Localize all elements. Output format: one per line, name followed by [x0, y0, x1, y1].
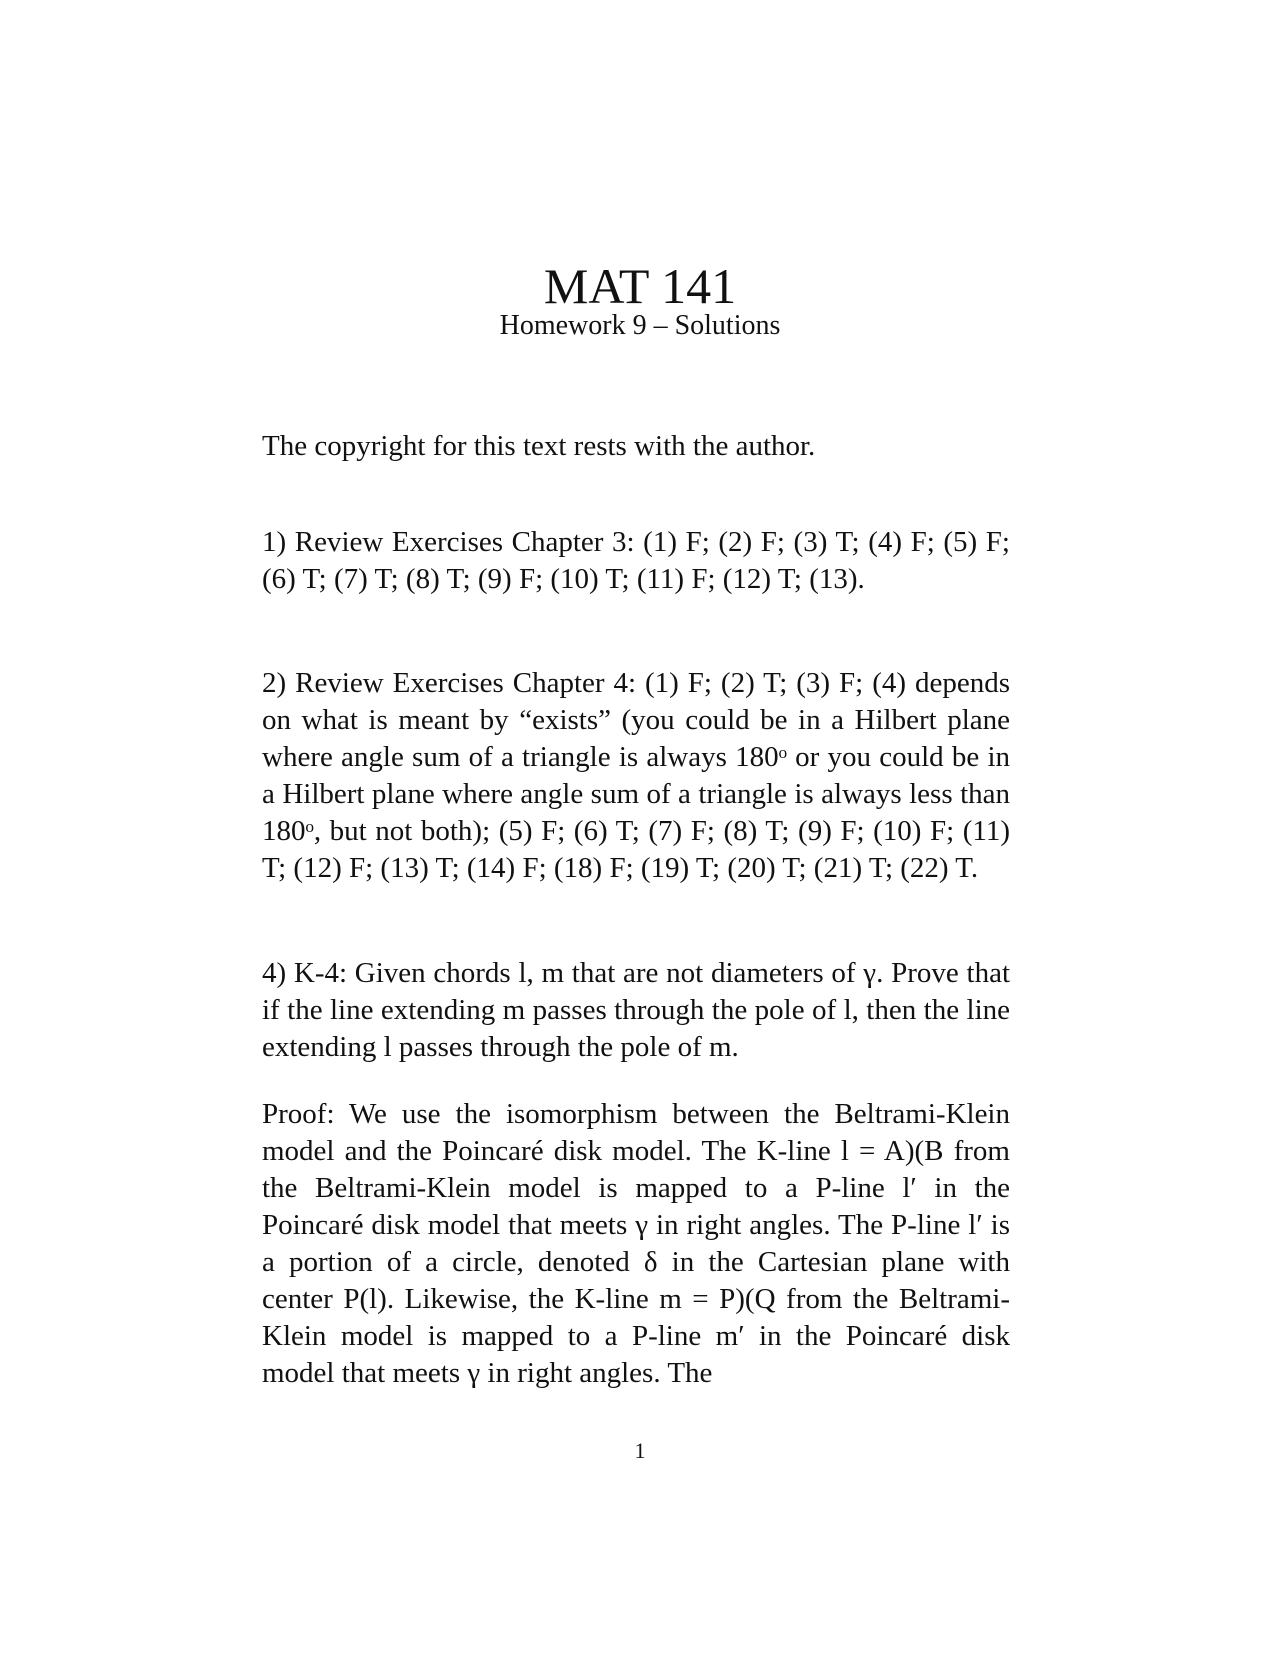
paragraph-review-chapter-3: 1) Review Exercises Chapter 3: (1) F; (2) F; (3) T; (4) F; (5) F; (6) T; (7) T; (8) T; (9) F; (10) T; (11) F; (12) T; (13). — [262, 526, 1010, 595]
paragraph-proof: Proof: We use the isomorphism between the Beltrami-Klein model and the Poincaré disk model. The K-line l = A)(B from the Beltrami-Klein model is mapped to a P-line l′ in the Poincaré disk model that meets γ in right angles. The P-line l′ is a portion of a circle, denoted δ in the Cartesian plane with center P(l). Likewise, the K-line m = P)(Q from the Beltrami-Klein model is mapped to a P-line m′ in the Poincaré disk model that meets γ in right angles. The — [262, 1098, 1010, 1389]
document-title: MAT 141 — [543, 258, 737, 314]
paragraph-review-chapter-4: 2) Review Exercises Chapter 4: (1) F; (2) T; (3) F; (4) depends on what is meant by “exists” (you could be in a Hilbert plane where angle sum of a triangle is always 180ᵒ or you could be in a Hilbert plane where angle sum of a triangle is always less than 180ᵒ, but not both); (5) F; (6) T; (7) F; (8) T; (9) F; (10) F; (11) T; (12) F; (13) T; (14) F; (18) F; (19) T; (20) T; (21) T; (22) T. — [262, 667, 1010, 884]
document-subtitle: Homework 9 – Solutions — [499, 310, 781, 341]
copyright-notice: The copyright for this text rests with the author. — [262, 430, 816, 462]
paragraph-k4-problem: 4) K-4: Given chords l, m that are not diameters of γ. Prove that if the line extending m passes through the pole of l, then the line extending l passes through the pole of m. — [262, 957, 1010, 1063]
page-number: 1 — [634, 1438, 646, 1463]
